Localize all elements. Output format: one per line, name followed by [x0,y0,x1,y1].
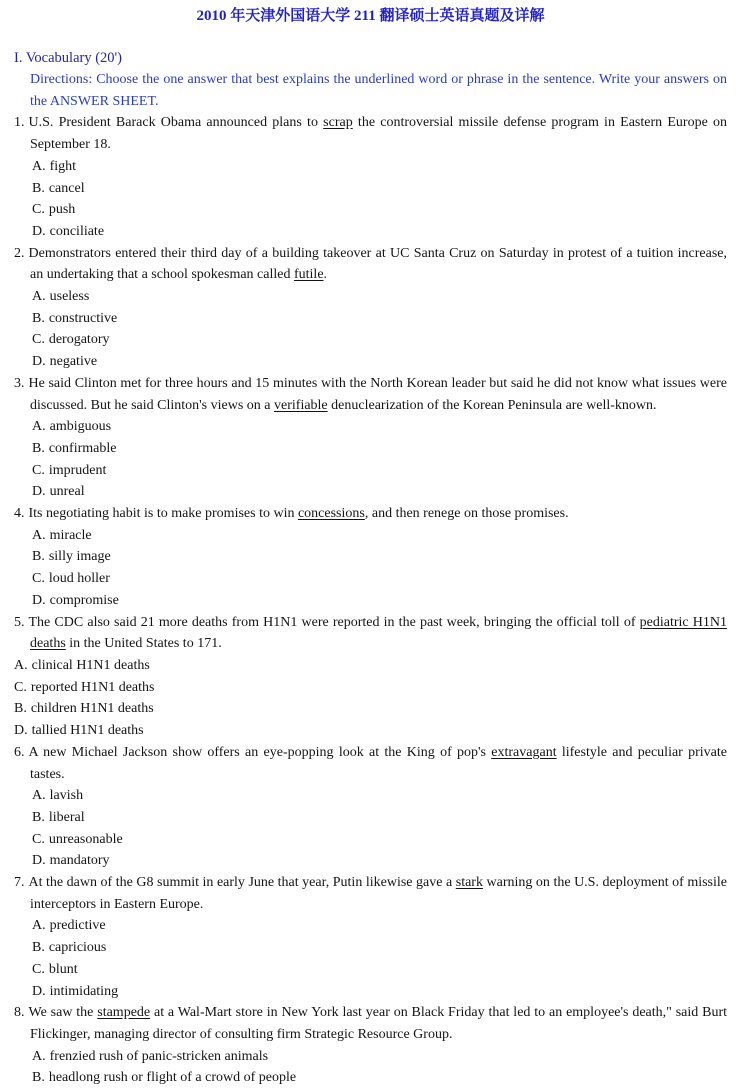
option-text: children H1N1 deaths [30,701,154,717]
answer-option [32,416,727,438]
option-label: C. [32,961,45,977]
option-label: C. [32,571,45,587]
question-block [14,612,727,742]
option-list [32,286,727,373]
question-block [14,373,727,503]
question-body [29,376,728,413]
question-text-segment: U.S. President Barack Obama announced plans to [28,115,324,131]
answer-option [32,568,727,590]
question-body [29,506,569,521]
question-text [14,503,727,525]
option-list [32,1046,727,1089]
option-label: A. [32,788,46,804]
underlined-term: pediatric H1N1 deaths [30,614,727,652]
option-text: predictive [49,918,106,934]
option-text: capricious [48,940,107,956]
option-label: A. [32,527,46,543]
option-label: D. [14,723,28,739]
question-text-segment: He said Clinton met for three hours and 15 minutes with the North Korean leader but said he did not know what issues were discussed. But he said Clinton's views on a [28,375,727,413]
option-label: B. [32,440,45,456]
option-text: liberal [48,809,85,825]
question-body [29,246,728,283]
option-label: A. [32,1048,46,1064]
option-text: frenzied rush of panic-stricken animals [49,1048,269,1064]
question-text-segment: in the United States to 171. [65,636,222,652]
answer-option [32,590,727,612]
option-text: ambiguous [49,419,112,435]
option-label: C. [32,831,45,847]
option-text: imprudent [48,462,107,478]
option-label: C. [32,332,45,348]
option-label: B. [32,809,45,825]
question-list [14,112,727,1089]
option-label: D. [32,592,46,608]
option-label: A. [32,158,46,174]
question-text [14,373,727,416]
answer-option [32,937,727,959]
option-text: loud holler [48,571,110,587]
option-list [32,525,727,612]
question-text-segment: At the dawn of the G8 summit in early June that year, Putin likewise gave a [28,875,456,891]
option-label: B. [32,310,45,326]
question-number: 2. [14,245,25,261]
answer-option [32,221,727,243]
option-label: A. [32,918,46,934]
question-text-segment: Demonstrators entered their third day of a building takeover at UC Santa Cruz on Saturday in protest of a tuition increase, an undertaking that a school spokesman called [28,245,727,283]
option-text: compromise [49,592,119,608]
option-text: miracle [49,527,92,543]
option-label: C. [32,462,45,478]
question-text-segment: lifestyle and peculiar private tastes. [30,744,727,782]
answer-option [32,438,727,460]
question-block [14,742,727,872]
underlined-term: extravagant [491,744,557,760]
answer-option [32,546,727,568]
question-body [29,115,728,152]
option-label: A. [14,657,28,673]
question-text-segment: warning on the U.S. deployment of missile interceptors in Eastern Europe. [30,875,727,912]
option-label: A. [32,289,46,305]
question-block [14,1002,727,1089]
option-label: A. [32,419,46,435]
option-text: constructive [48,310,118,326]
underlined-term: scrap [323,115,353,131]
option-text: clinical H1N1 deaths [31,657,150,673]
option-text: blunt [48,961,78,977]
option-list [32,915,727,1002]
answer-option [32,1067,727,1089]
question-block [14,112,727,242]
answer-option [32,915,727,937]
option-text: negative [49,354,98,370]
question-number: 1. [14,115,25,131]
answer-option [32,351,727,373]
document-title: 2010 年天津外国语大学 211 翻译硕士英语真题及详解 [196,8,545,24]
answer-option [32,525,727,547]
answer-option [32,829,727,851]
question-text [14,112,727,155]
question-text-segment: A new Michael Jackson show offers an eye-popping look at the King of pop's [28,744,492,760]
option-label: D. [32,484,46,500]
question-block [14,243,727,373]
option-label: B. [32,180,45,196]
question-text-segment: , and then renege on those promises. [364,506,569,522]
answer-option [32,785,727,807]
question-text-segment: at a Wal-Mart store in New York last year on Black Friday that led to an employee's death," said Burt Flickinger, managing director of consulting firm Strategic Resource Group. [30,1005,727,1042]
option-label: B. [32,1070,45,1086]
underlined-term: stark [455,875,483,891]
answer-option [14,655,727,677]
option-text: push [48,202,76,218]
underlined-term: stampede [97,1005,151,1021]
option-label: D. [32,354,46,370]
question-text-segment: We saw the [28,1005,98,1021]
option-list [14,655,727,742]
option-text: derogatory [48,332,110,348]
question-text [14,243,727,286]
question-text-segment: the controversial missile defense program in Eastern Europe on September 18. [30,115,727,153]
question-block [14,872,727,1002]
answer-option [32,308,727,330]
option-label: B. [14,701,27,717]
answer-option [14,720,727,742]
answer-option [32,178,727,200]
option-label: B. [32,940,45,956]
option-text: unreasonable [48,831,123,847]
option-list [32,156,727,243]
option-label: B. [32,549,45,565]
question-text [14,1002,727,1045]
answer-option [32,481,727,503]
question-text [14,742,727,785]
answer-option [32,156,727,178]
answer-option [32,850,727,872]
option-text: confirmable [48,440,117,456]
question-number: 4. [14,506,25,522]
option-list [32,785,727,872]
question-number: 3. [14,375,25,391]
question-body [29,615,728,652]
option-text: unreal [49,484,85,500]
answer-option [32,1046,727,1068]
option-text: cancel [48,180,85,196]
option-text: tallied H1N1 deaths [31,723,144,739]
answer-option [32,959,727,981]
question-number: 8. [14,1005,25,1021]
question-body [29,1005,728,1042]
question-text-segment: denuclearization of the Korean Peninsula are well-known. [327,397,657,413]
question-number: 5. [14,614,25,630]
question-text [14,872,727,915]
section-heading: I. Vocabulary (20') [14,50,122,66]
answer-option [32,807,727,829]
answer-option [14,677,727,699]
option-text: mandatory [49,853,110,869]
option-label: D. [32,223,46,239]
option-text: headlong rush or flight of a crowd of people [48,1070,297,1086]
option-text: conciliate [49,223,105,239]
option-label: C. [32,202,45,218]
option-text: intimidating [49,983,119,999]
option-list [32,416,727,503]
question-text-segment: Its negotiating habit is to make promises to win [28,506,298,522]
question-text-segment: The CDC also said 21 more deaths from H1N1 were reported in the past week, bringing the official toll of [28,614,640,630]
directions-text: Directions: Choose the one answer that best explains the underlined word or phrase in the sentence. Write your answers on the ANSWER SHEET. [30,72,727,109]
question-text [14,612,727,655]
answer-option [32,329,727,351]
answer-option [32,199,727,221]
answer-option [32,460,727,482]
answer-option [14,698,727,720]
question-number: 6. [14,744,25,760]
answer-option [32,981,727,1003]
option-label: D. [32,983,46,999]
answer-option [32,286,727,308]
option-label: C. [14,679,27,695]
question-text-segment: . [323,267,328,283]
option-label: D. [32,853,46,869]
option-text: reported H1N1 deaths [30,679,155,695]
option-text: silly image [48,549,111,565]
underlined-term: concessions [297,506,365,522]
option-text: lavish [49,788,84,804]
question-body [29,745,728,782]
option-text: fight [49,158,77,174]
question-block [14,503,727,612]
underlined-term: futile [293,267,324,283]
question-body [29,875,728,912]
underlined-term: verifiable [274,397,328,413]
option-text: useless [49,289,90,305]
question-number: 7. [14,875,25,891]
